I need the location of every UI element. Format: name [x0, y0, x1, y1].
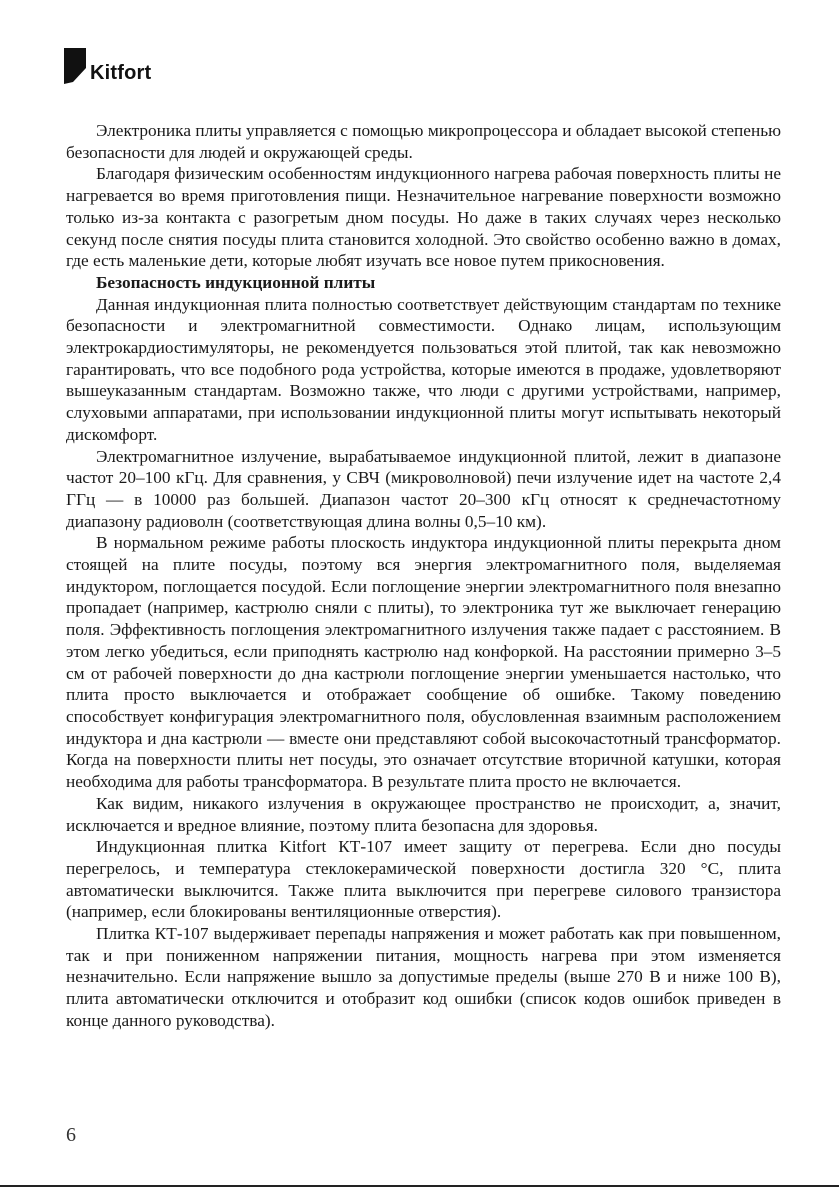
- paragraph-no-radiation: Как видим, никакого излучения в окружающее пространство не происходит, а, значит, исключается и вредное влияние, поэтому плита безопасна для здоровья.: [66, 793, 781, 835]
- paragraph-voltage: Плитка КТ-107 выдерживает перепады напряжения и может работать как при повышенном, так и при пониженном напряжении питания, мощность нагрева при этом изменяется незначительно. Если напряжение вышло за допустимые пределы (выше 270 В и ниже 100 В), плита автоматически отключится и отобразит код ошибки (список кодов ошибок приведен в конце данного руководства).: [66, 924, 781, 1030]
- paragraph-overheat-protection: Индукционная плитка Kitfort КТ-107 имеет защиту от перегрева. Если дно посуды перегрелось, и температура стеклокерамической поверхности достигла 320 °С, плита автоматически выключится. Также плита выключится при перегреве силового транзистора (например, если блокированы вентиляционные отверстия).: [66, 837, 781, 922]
- brand-name: Kitfort: [90, 62, 152, 84]
- kitfort-logo-icon: [64, 48, 88, 84]
- bottom-divider: [0, 1185, 839, 1187]
- paragraph-standards: Данная индукционная плита полностью соответствует действующим стандартам по технике безопасности и электромагнитной совместимости. Однако лицам, использующим электрокардиостимуляторы, не рекомендуется пользоваться этой плитой, так как невозможно гарантировать, что все подобного рода устройства, которые имеются в продаже, удовлетворяют вышеуказанным стандартам. Возможно также, что люди с другими устройствами, например, слуховыми аппаратами, при использовании индукционной плиты могут испытывать некоторый дискомфорт.: [66, 294, 781, 444]
- page-number: 6: [66, 1124, 76, 1146]
- paragraph-physical-features: Благодаря физическим особенностям индукционного нагрева рабочая поверхность плиты не нагревается во время приготовления пищи. Незначительное нагревание поверхности возможно только из-за контакта с разогретым дном посуды. Но даже в таких случаях через несколько секунд после снятия посуды плита становится холодной. Это свойство особенно важно в домах, где есть маленькие дети, которые любят изучать все новое путем прикосновения.: [66, 164, 781, 271]
- page-body: [66, 120, 781, 1032]
- paragraph-normal-mode: В нормальном режиме работы плоскость индуктора индукционной плиты перекрыта дном стоящей на плите посуды, поэтому вся энергия электромагнитного поля, выделяемая индуктором, поглощается посудой. Если поглощение энергии электромагнитного поля внезапно пропадает (например, кастрюлю сняли с плиты), то электроника тут же выключает генерацию поля. Эффективность поглощения электромагнитного излучения также падает с расстоянием. В этом легко убедиться, если приподнять кастрюлю над конфоркой. На расстоянии примерно 3–5 см от рабочей поверхности до дна кастрюли поглощение энергии уменьшается настолько, что плита просто выключается и отображает сообщение об ошибке. Такому поведению способствует конфигурация электромагнитного поля, обусловленная взаимным расположением индуктора и дна кастрюли — вместе они представляют собой высокочастотный трансформатор. Когда на поверхности плиты нет посуды, это означает отсутствие вторичной катушки, которая необходима для работы трансформатора. В результате плита просто не включается.: [66, 533, 781, 792]
- paragraph-frequency: Электромагнитное излучение, вырабатываемое индукционной плитой, лежит в диапазоне частот 20–100 кГц. Для сравнения, у СВЧ (микроволновой) печи излучение идет на частоте 2,4 ГГц — в 10000 раз большей. Диапазон частот 20–300 кГц относят к среднечастотному диапазону радиоволн (соответствующая длина волны 0,5–10 км).: [66, 446, 781, 531]
- section-heading-safety: Безопасность индукционной плиты: [96, 272, 376, 292]
- kitfort-logo: [64, 48, 151, 84]
- paragraph-electronics: Электроника плиты управляется с помощью микропроцессора и обладает высокой степенью безопасности для людей и окружающей среды.: [66, 121, 781, 162]
